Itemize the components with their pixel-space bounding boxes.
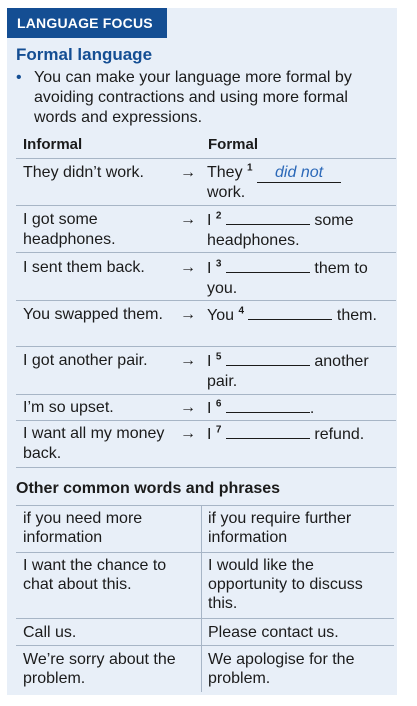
answer-blank[interactable] [248,305,332,320]
arrow-icon: → [180,399,196,416]
answer-blank[interactable] [226,351,310,366]
phrase-left: if you need more information [23,510,143,546]
informal-text: I sent them back. [23,259,145,276]
answer-blank[interactable] [226,424,310,439]
question-number: 7 [215,424,222,436]
arrow-icon: → [180,306,196,323]
question-number: 5 [215,351,222,363]
informal-text: I’m so upset. [23,399,114,416]
informal-text: You swapped them. [23,306,163,323]
informal-text: I got another pair. [23,352,148,369]
arrow-icon: → [180,425,196,442]
formal-text: I $^3$ them to you. [207,258,368,297]
table-divider [16,552,394,553]
answer-blank[interactable] [226,258,310,273]
table-divider [16,645,394,646]
answer-blank[interactable]: did not [257,164,341,183]
other-phrases-title: Other common words and phrases [16,480,281,497]
formal-text: I $^5$ another pair. [207,351,369,390]
phrase-right: I would like the opportunity to discuss this. [208,557,363,612]
formal-text: I $^2$ some headphones. [207,210,354,249]
question-number: 1 [247,162,253,174]
formal-text: I $^7$ refund. [207,424,365,443]
table-divider [16,420,396,421]
informal-text: They didn’t work. [23,164,144,181]
column-header-informal: Informal [23,136,83,153]
question-number: 3 [215,258,222,270]
formal-text: I $^6$ . [207,398,315,417]
column-header-formal: Formal [208,136,259,153]
phrase-left: Call us. [23,624,77,641]
phrase-left: I want the chance to chat about this. [23,557,167,593]
phrase-right: if you require further information [208,510,352,546]
answer-blank[interactable] [226,398,310,413]
language-focus-header: LANGUAGE FOCUS [7,8,167,38]
table-divider [16,467,396,468]
question-number: 2 [215,210,222,222]
table-divider [16,394,396,395]
arrow-icon: → [180,164,196,181]
arrow-icon: → [180,259,196,276]
table-divider [16,158,396,159]
arrow-icon: → [180,352,196,369]
answer-blank[interactable] [226,210,310,225]
table-divider [16,618,394,619]
table-divider [16,346,396,347]
table-divider [16,300,396,301]
informal-text: I got some headphones. [23,211,116,248]
question-number: 4 [238,305,245,317]
informal-text: I want all my money back. [23,425,165,462]
phrase-right: We apologise for the problem. [208,651,355,687]
formal-text: They $^1$ did not work. [207,163,392,203]
formal-text: You $^4$ them. [207,305,377,324]
section-title: Formal language [16,45,153,64]
arrow-icon: → [180,211,196,228]
table-divider [16,205,396,206]
phrase-left: We’re sorry about the problem. [23,651,176,687]
phrase-right: Please contact us. [208,624,339,641]
bullet-icon: • [16,69,22,86]
table-divider [16,252,396,253]
question-number: 6 [215,398,222,410]
bullet-text: You can make your language more formal by avoiding contractions and using more formal words and expressions. [34,69,352,126]
table-divider [16,505,394,506]
column-divider [201,505,202,692]
